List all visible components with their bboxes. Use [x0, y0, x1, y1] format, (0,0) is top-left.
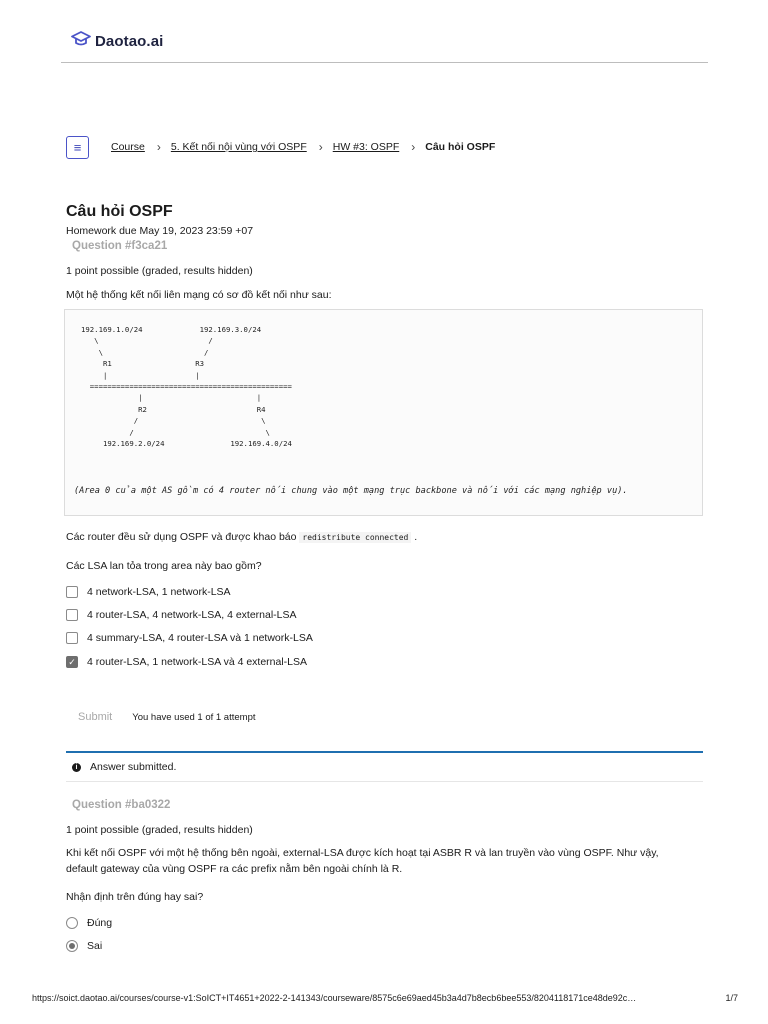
inline-code: redistribute connected	[299, 532, 411, 543]
choice-option[interactable]	[66, 656, 307, 668]
checkbox-checked[interactable]	[66, 656, 78, 668]
breadcrumb-subsection[interactable]: HW #3: OSPF	[332, 141, 400, 153]
course-menu-button[interactable]	[66, 136, 89, 159]
header-divider	[61, 62, 708, 63]
page-title: Câu hỏi OSPF	[66, 203, 173, 220]
checkbox[interactable]	[66, 586, 78, 598]
context-text-end: .	[414, 531, 418, 543]
choice-label: 4 summary-LSA, 4 router-LSA và 1 network-LSA	[87, 632, 313, 644]
question-prompt: Nhận định trên đúng hay sai?	[66, 891, 204, 903]
info-icon: i	[72, 763, 81, 772]
breadcrumb-section[interactable]: 5. Kết nối nội vùng với OSPF	[170, 141, 307, 153]
choice-label: 4 router-LSA, 1 network-LSA và 4 external-LSA	[87, 656, 308, 668]
site-header	[0, 0, 768, 63]
checkbox[interactable]	[66, 609, 78, 621]
radio-button[interactable]	[66, 917, 78, 929]
attempts-info: You have used 1 of 1 attempt	[132, 711, 256, 723]
logo[interactable]	[71, 31, 163, 52]
question-context	[66, 529, 417, 546]
notice-text: Answer submitted.	[90, 761, 177, 773]
page-number: 1/7	[725, 993, 738, 1003]
network-diagram: 192.169.1.0/24 192.169.3.0/24 \ / \ / R1 R3 | | ============================================== | | R2 R4 / \ / \ 192.169.2.0/24 192.169.4.0/24	[81, 325, 292, 449]
chevron-right-icon: ›	[156, 140, 161, 154]
radio-option[interactable]	[66, 940, 102, 952]
checkbox[interactable]	[66, 632, 78, 644]
chevron-right-icon: ›	[411, 140, 416, 154]
hamburger-icon: ≡	[73, 139, 82, 155]
submit-row	[66, 709, 256, 725]
choice-option[interactable]	[66, 609, 297, 621]
question-intro: Một hệ thống kết nối liên mạng có sơ đồ kết nối như sau:	[66, 289, 332, 301]
question-text-line: Khi kết nối OSPF với một hệ thống bên ngoài, external-LSA được kích hoạt tại ASBR R và lan truyền vào vùng OSPF. Như vậy,	[66, 847, 659, 859]
question-points: 1 point possible (graded, results hidden)	[66, 824, 253, 836]
radio-button-selected[interactable]	[66, 940, 78, 952]
question-text	[66, 845, 659, 877]
radio-label: Sai	[87, 940, 103, 952]
question-id: Question #f3ca21	[72, 240, 168, 252]
choice-option[interactable]	[66, 632, 313, 644]
choice-label: 4 network-LSA, 1 network-LSA	[87, 586, 231, 598]
submit-button[interactable]: Submit	[66, 709, 124, 725]
breadcrumb-current: Câu hỏi OSPF	[425, 141, 496, 153]
choice-option[interactable]	[66, 586, 231, 598]
context-text: Các router đều sử dụng OSPF và được khao báo	[66, 531, 297, 543]
due-date: Homework due May 19, 2023 23:59 +07	[66, 225, 254, 237]
logo-text: Daotao.ai	[95, 33, 164, 50]
question-text-line: default gateway của vùng OSPF ra các prefix nằm bên ngoài chính là R.	[66, 863, 403, 875]
network-diagram-box	[64, 309, 703, 516]
breadcrumb-course[interactable]: Course	[111, 141, 145, 153]
answer-notice	[66, 751, 703, 782]
breadcrumb	[66, 134, 495, 160]
question-id: Question #ba0322	[72, 799, 171, 811]
diagram-note: (Area 0 của một AS gồm có 4 router nối chung vào một mạng trục backbone và nối với các mạng nghiệp vụ).	[74, 486, 628, 496]
checkmark-icon: ✓	[68, 657, 76, 667]
print-footer	[32, 993, 738, 1003]
choice-label: 4 router-LSA, 4 network-LSA, 4 external-LSA	[87, 609, 297, 621]
radio-label: Đúng	[87, 917, 113, 929]
chevron-right-icon: ›	[318, 140, 323, 154]
question-points: 1 point possible (graded, results hidden)	[66, 265, 253, 277]
graduation-cap-icon	[71, 31, 91, 52]
radio-option[interactable]	[66, 917, 112, 929]
question-prompt: Các LSA lan tỏa trong area này bao gồm?	[66, 560, 262, 572]
page-url: https://soict.daotao.ai/courses/course-v1:SoICT+IT4651+2022-2-141343/courseware/8575c6e69aed45b3a4d7b8ecb6bee553/8204118171ce48de92c…	[32, 993, 637, 1003]
